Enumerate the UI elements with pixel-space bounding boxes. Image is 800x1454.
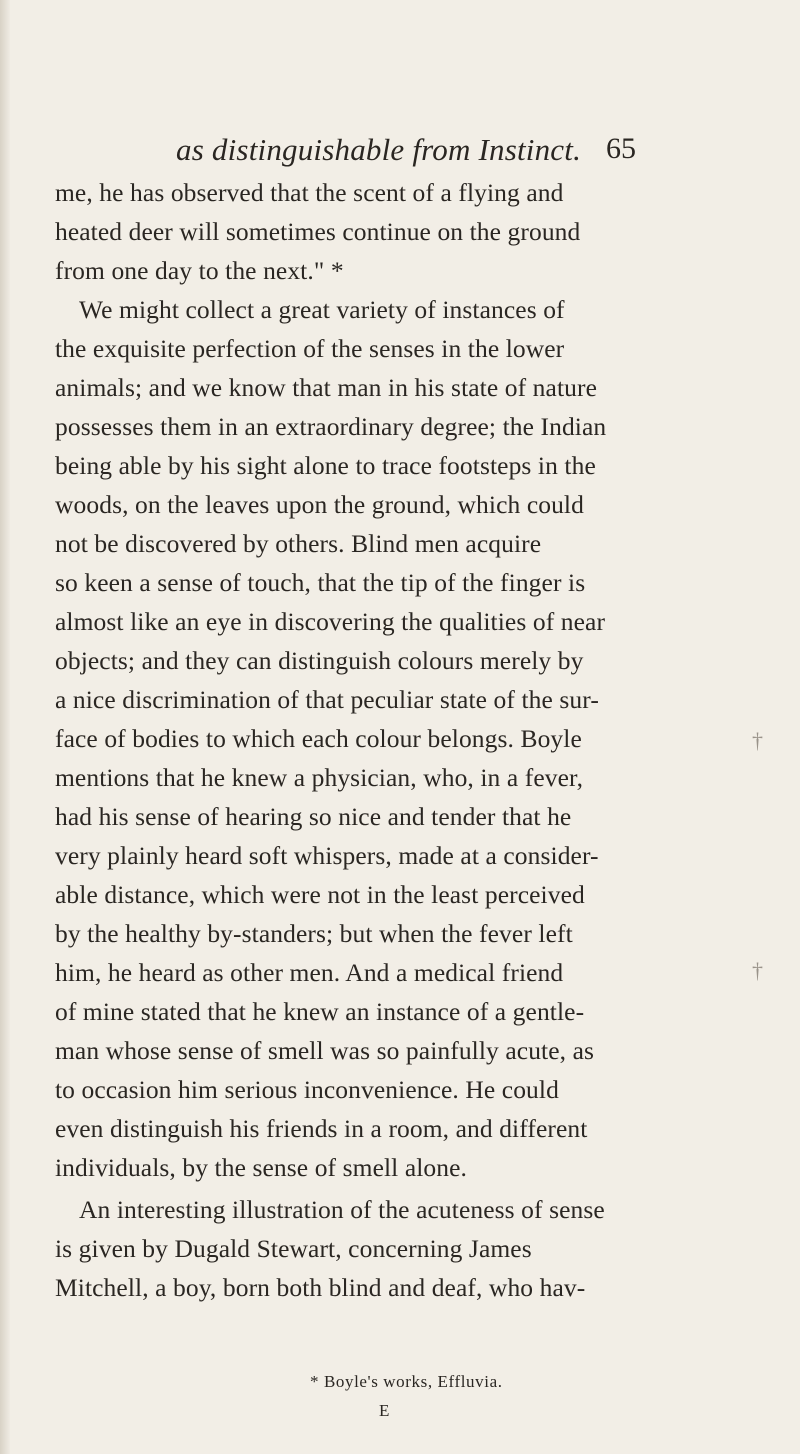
text-line: objects; and they can distinguish colours merely by <box>55 646 584 675</box>
text-line: the exquisite perfection of the senses in the lower <box>55 334 565 363</box>
text-line: Mitchell, a boy, born both blind and deaf, who hav- <box>55 1273 586 1302</box>
text-line: so keen a sense of touch, that the tip of the finger is <box>55 568 586 597</box>
page-number: 65 <box>606 132 636 165</box>
text-line: by the healthy by-standers; but when the fever left <box>55 919 573 948</box>
text-line: of mine stated that he knew an instance of a gentle- <box>55 997 585 1026</box>
text-line: heated deer will sometimes continue on the ground <box>55 217 581 246</box>
text-line: individuals, by the sense of smell alone. <box>55 1153 468 1182</box>
text-line: even distinguish his friends in a room, and different <box>55 1114 588 1143</box>
text-line: man whose sense of smell was so painfully acute, as <box>55 1036 595 1065</box>
text-line: to occasion him serious inconvenience. He could <box>55 1075 559 1104</box>
text-line: woods, on the leaves upon the ground, which could <box>55 490 584 519</box>
text-line: face of bodies to which each colour belongs. Boyle <box>55 724 582 753</box>
paragraph-start-line: An interesting illustration of the acuteness of sense <box>79 1195 605 1224</box>
margin-pencil-mark: † <box>752 958 763 983</box>
margin-pencil-mark: † <box>752 728 763 753</box>
text-line: being able by his sight alone to trace footsteps in the <box>55 451 596 480</box>
text-line: almost like an eye in discovering the qualities of near <box>55 607 606 636</box>
signature-mark: E <box>379 1401 390 1420</box>
running-title: as distinguishable from Instinct. <box>176 132 582 167</box>
paragraph-start-line: We might collect a great variety of instances of <box>79 295 565 324</box>
text-line: from one day to the next." * <box>55 256 344 285</box>
text-line: had his sense of hearing so nice and tender that he <box>55 802 572 831</box>
footnote: * Boyle's works, Effluvia. <box>310 1372 503 1391</box>
text-line: animals; and we know that man in his state of nature <box>55 373 597 402</box>
running-head <box>0 132 800 172</box>
text-line: me, he has observed that the scent of a flying and <box>55 178 564 207</box>
text-line: mentions that he knew a physician, who, in a fever, <box>55 763 584 792</box>
page-edge-shadow <box>0 0 10 1454</box>
text-line: is given by Dugald Stewart, concerning James <box>55 1234 532 1263</box>
text-line: very plainly heard soft whispers, made at a consider- <box>55 841 599 870</box>
text-line: possesses them in an extraordinary degree; the Indian <box>55 412 607 441</box>
text-line: not be discovered by others. Blind men acquire <box>55 529 542 558</box>
text-line: him, he heard as other men. And a medical friend <box>55 958 564 987</box>
text-line: able distance, which were not in the least perceived <box>55 880 585 909</box>
text-line: a nice discrimination of that peculiar state of the sur- <box>55 685 599 714</box>
